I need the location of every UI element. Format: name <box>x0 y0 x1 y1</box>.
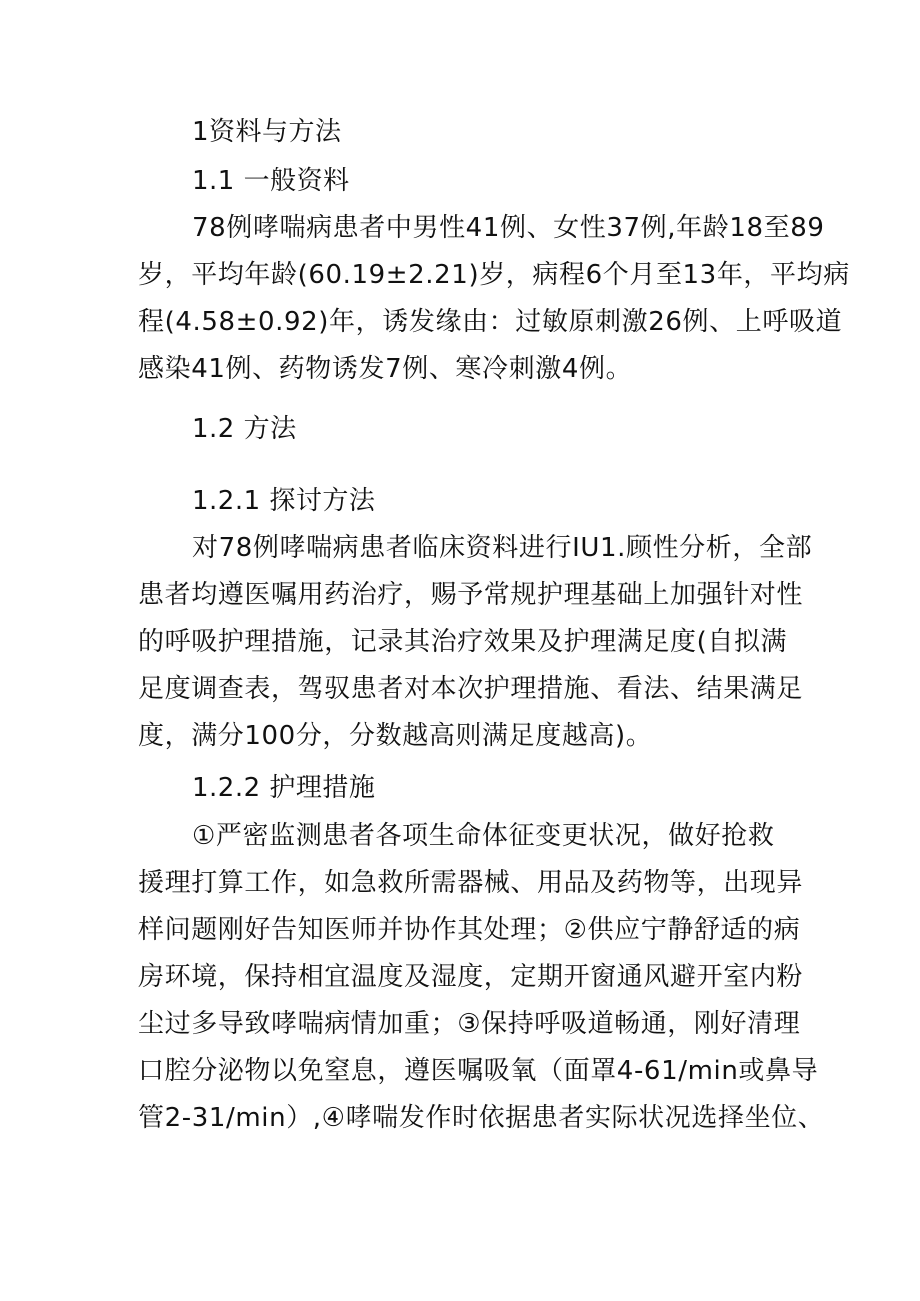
section-1-2-title: 1.2 方法 <box>192 414 297 444</box>
paragraph-line: 样问题刚好告知医师并协作其处理；②供应宁静舒适的病 <box>138 915 801 945</box>
paragraph-line: 程(4.58±0.92)年，诱发缘由：过敏原刺激26例、上呼吸道 <box>138 307 843 337</box>
section-1-title: 1资料与方法 <box>192 117 342 147</box>
paragraph-line: 口腔分泌物以免窒息，遵医嘱吸氧（面罩4-61∕min或鼻导 <box>138 1056 819 1086</box>
paragraph-line: 尘过多导致哮喘病情加重；③保持呼吸道畅通，刚好清理 <box>138 1009 801 1039</box>
paragraph-line: 感染41例、药物诱发7例、寒冷刺激4例。 <box>138 354 633 384</box>
section-1-2-1-title: 1.2.1 探讨方法 <box>192 486 376 516</box>
paragraph-line: 援理打算工作，如急救所需器械、用品及药物等，出现异 <box>138 868 804 898</box>
paragraph-line: ①严密监测患者各项生命体征变更状况，做好抢救 <box>192 821 775 851</box>
section-1-2-2-title: 1.2.2 护理措施 <box>192 773 376 803</box>
paragraph-line: 岁，平均年龄(60.19±2.21)岁，病程6个月至13年，平均病 <box>138 260 850 290</box>
paragraph-line: 度，满分100分，分数越高则满足度越高)。 <box>138 721 653 751</box>
paragraph-line: 患者均遵医嘱用药治疗，赐予常规护理基础上加强针对性 <box>138 580 804 610</box>
section-1-1-title: 1.1 一般资料 <box>192 166 350 196</box>
paragraph-line: 管2-31∕min）,④哮喘发作时依据患者实际状况选择坐位、 <box>138 1103 825 1133</box>
paragraph-line: 房环境，保持相宜温度及湿度，定期开窗通风避开室内粉 <box>138 962 804 992</box>
paragraph-line: 的呼吸护理措施，记录其治疗效果及护理满足度(自拟满 <box>138 627 788 657</box>
paragraph-line: 足度调查表，驾驭患者对本次护理措施、看法、结果满足 <box>138 674 804 704</box>
paragraph-line: 对78例哮喘病患者临床资料进行IU1.顾性分析，全部 <box>192 533 813 563</box>
paragraph-line: 78例哮喘病患者中男性41例、女性37例,年龄18至89 <box>192 213 825 243</box>
